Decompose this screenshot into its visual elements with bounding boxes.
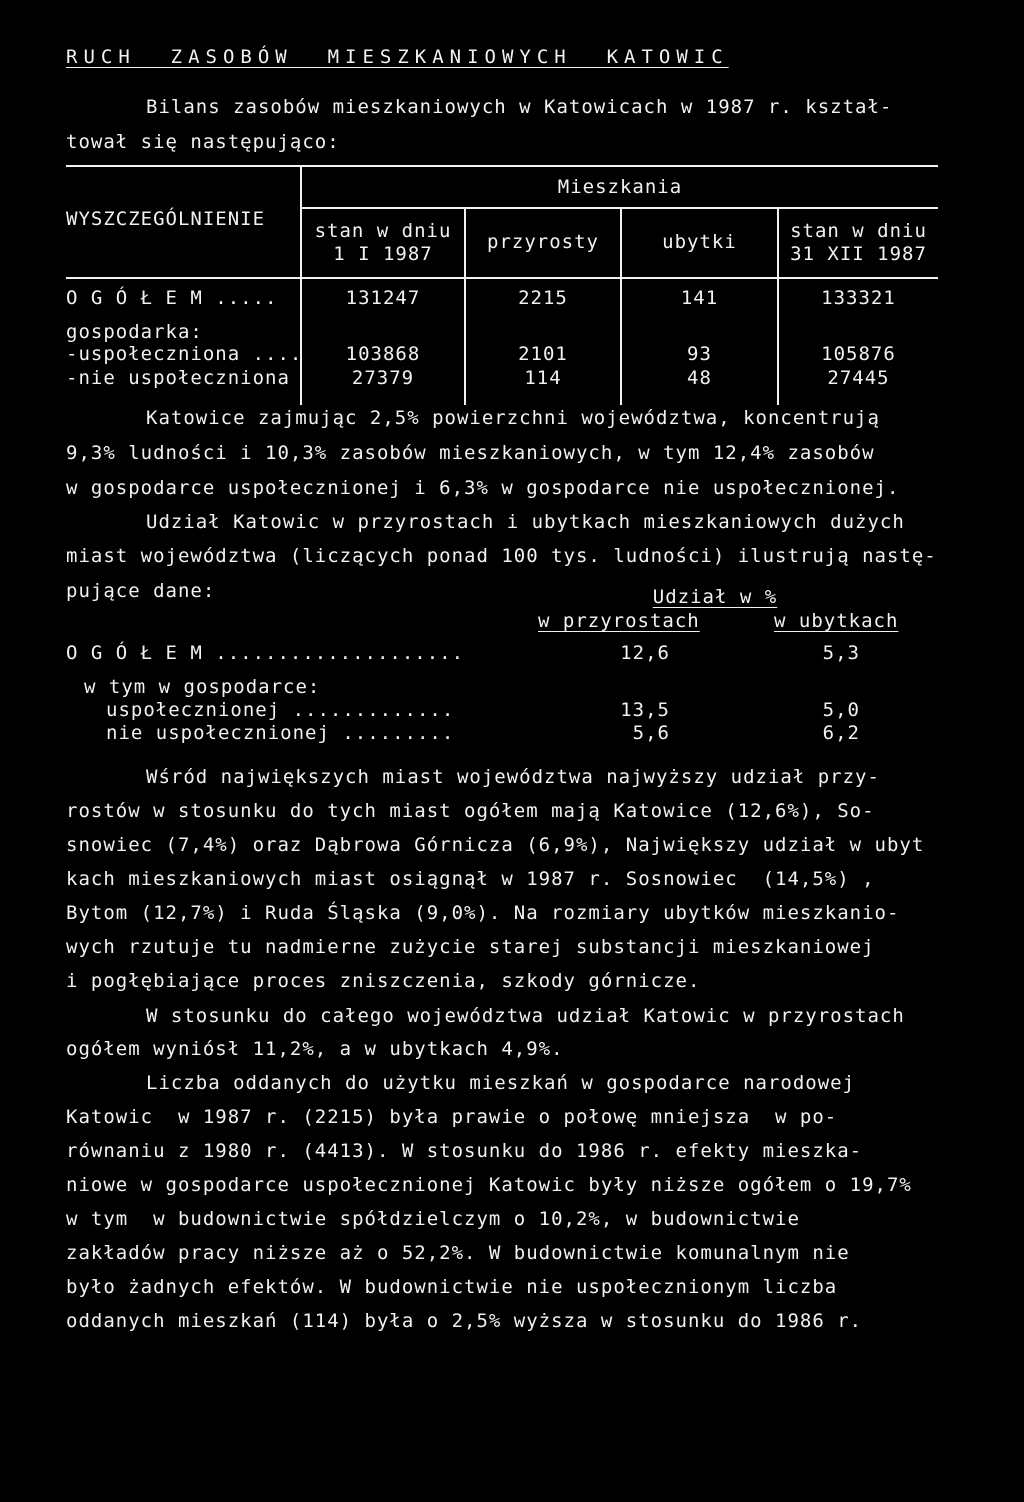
paragraph-line: rostów w stosunku do tych miast ogółem mają Katowice (12,6%), So- xyxy=(66,800,875,822)
paragraph-line: snowiec (7,4%) oraz Dąbrowa Górnicza (6,9%), Największy udział w ubyt xyxy=(66,834,925,856)
table-cell: 93 xyxy=(687,343,712,365)
table-cell: 2101 xyxy=(518,343,568,365)
share-cell: 5,3 xyxy=(822,642,860,664)
page-heading: RUCH ZASOBÓW MIESZKANIOWYCH KATOWIC xyxy=(66,46,729,68)
paragraph-line: Wśród największych miast województwa najwyższy udział przy- xyxy=(146,766,880,788)
paragraph-line: zakładów pracy niższe aż o 52,2%. W budownictwie komunalnym nie xyxy=(66,1242,850,1264)
col-header-losses: ubytki xyxy=(662,231,737,253)
paragraph-line: kach mieszkaniowych miast osiągnął w 1987 r. Sosnowiec (14,5%) , xyxy=(66,868,875,890)
col-header-end-l1: stan w dniu xyxy=(790,220,927,242)
paragraph-line: ogółem wyniósł 11,2%, a w ubytkach 4,9%. xyxy=(66,1038,564,1060)
share-cell: 5,6 xyxy=(632,722,670,744)
share-cell: 13,5 xyxy=(620,699,670,721)
table-cell: 141 xyxy=(680,287,719,309)
intro-line-1: Bilans zasobów mieszkaniowych w Katowicach w 1987 r. kształ- xyxy=(146,96,893,118)
table-rule-top xyxy=(66,165,938,167)
paragraph-line: 9,3% ludności i 10,3% zasobów mieszkaniowych, w tym 12,4% zasobów xyxy=(66,442,875,464)
paragraph-line: oddanych mieszkań (114) była o 2,5% wyższa w stosunku do 1986 r. xyxy=(66,1310,863,1332)
table-row-label: O G Ó Ł E M ..... xyxy=(66,287,278,309)
paragraph-line: niowe w gospodarce uspołecznionej Katowic były niższe ogółem o 19,7% xyxy=(66,1174,912,1196)
share-row-label: w tym w gospodarce: xyxy=(84,676,321,698)
table-cell: 2215 xyxy=(518,287,568,309)
table-cell: 27445 xyxy=(827,367,890,389)
paragraph-line: równaniu z 1980 r. (4413). W stosunku do 1986 r. efekty mieszka- xyxy=(66,1140,863,1162)
col-header-end-l2: 31 XII 1987 xyxy=(790,243,927,265)
paragraph-line: Liczba oddanych do użytku mieszkań w gospodarce narodowej xyxy=(146,1072,856,1094)
table-cell: 133321 xyxy=(821,287,896,309)
share-cell: 12,6 xyxy=(620,642,670,664)
paragraph-line: miast województwa (liczących ponad 100 tys. ludności) ilustrują nastę- xyxy=(66,545,937,567)
table-row-label: -nie uspołeczniona xyxy=(66,367,290,389)
paragraph-line: Bytom (12,7%) i Ruda Śląska (9,0%). Na rozmiary ubytków mieszkanio- xyxy=(66,902,900,924)
paragraph-line: pujące dane: xyxy=(66,580,216,602)
paragraph-line: Katowic w 1987 r. (2215) była prawie o połowę mniejsza w po- xyxy=(66,1106,838,1128)
paragraph-line: Udział Katowic w przyrostach i ubytkach mieszkaniowych dużych xyxy=(146,511,905,533)
table-group-header: Mieszkania xyxy=(557,176,683,198)
share-row-label: uspołecznionej ............. xyxy=(106,699,455,721)
col-header-increases: przyrosty xyxy=(487,231,599,253)
paragraph-line: i pogłębiające proces zniszczenia, szkody górnicze. xyxy=(66,970,701,992)
paragraph-line: wych rzutuje tu nadmierne zużycie starej substancji mieszkaniowej xyxy=(66,936,875,958)
table-cell: 105876 xyxy=(821,343,896,365)
share-row-label: O G Ó Ł E M .................... xyxy=(66,642,465,664)
paragraph-line: Katowice zajmując 2,5% powierzchni województwa, koncentrują xyxy=(146,407,880,429)
table-cell: 48 xyxy=(687,367,712,389)
paragraph-line: w tym w budownictwie spółdzielczym o 10,2%, w budownictwie xyxy=(66,1208,800,1230)
table-row-label: gospodarka: xyxy=(66,321,203,343)
share-col-increases: w przyrostach xyxy=(538,610,700,632)
table-cell: 131247 xyxy=(345,287,421,309)
share-row-label: nie uspołecznionej ......... xyxy=(106,722,455,744)
paragraph-line: w gospodarce uspołecznionej i 6,3% w gospodarce nie uspołecznionej. xyxy=(66,477,900,499)
share-cell: 6,2 xyxy=(822,722,860,744)
paragraph-line: W stosunku do całego województwa udział Katowic w przyrostach xyxy=(146,1005,905,1027)
table-rule-header xyxy=(66,277,938,279)
share-col-losses: w ubytkach xyxy=(774,610,899,632)
table-cell: 27379 xyxy=(351,367,415,389)
table-cell: 114 xyxy=(524,367,562,389)
paragraph-line: było żadnych efektów. W budownictwie nie uspołecznionym liczba xyxy=(66,1276,838,1298)
col-header-start-l1: stan w dniu xyxy=(314,220,452,242)
table-col-label: WYSZCZEGÓLNIENIE xyxy=(66,208,266,230)
table-cell: 103868 xyxy=(345,343,421,365)
table-row-label: -uspołeczniona .... xyxy=(66,343,303,365)
share-group-header: Udział w % xyxy=(652,586,778,608)
intro-line-2: tował się następująco: xyxy=(66,131,340,153)
col-header-start-l2: 1 I 1987 xyxy=(333,243,433,265)
share-cell: 5,0 xyxy=(822,699,860,721)
